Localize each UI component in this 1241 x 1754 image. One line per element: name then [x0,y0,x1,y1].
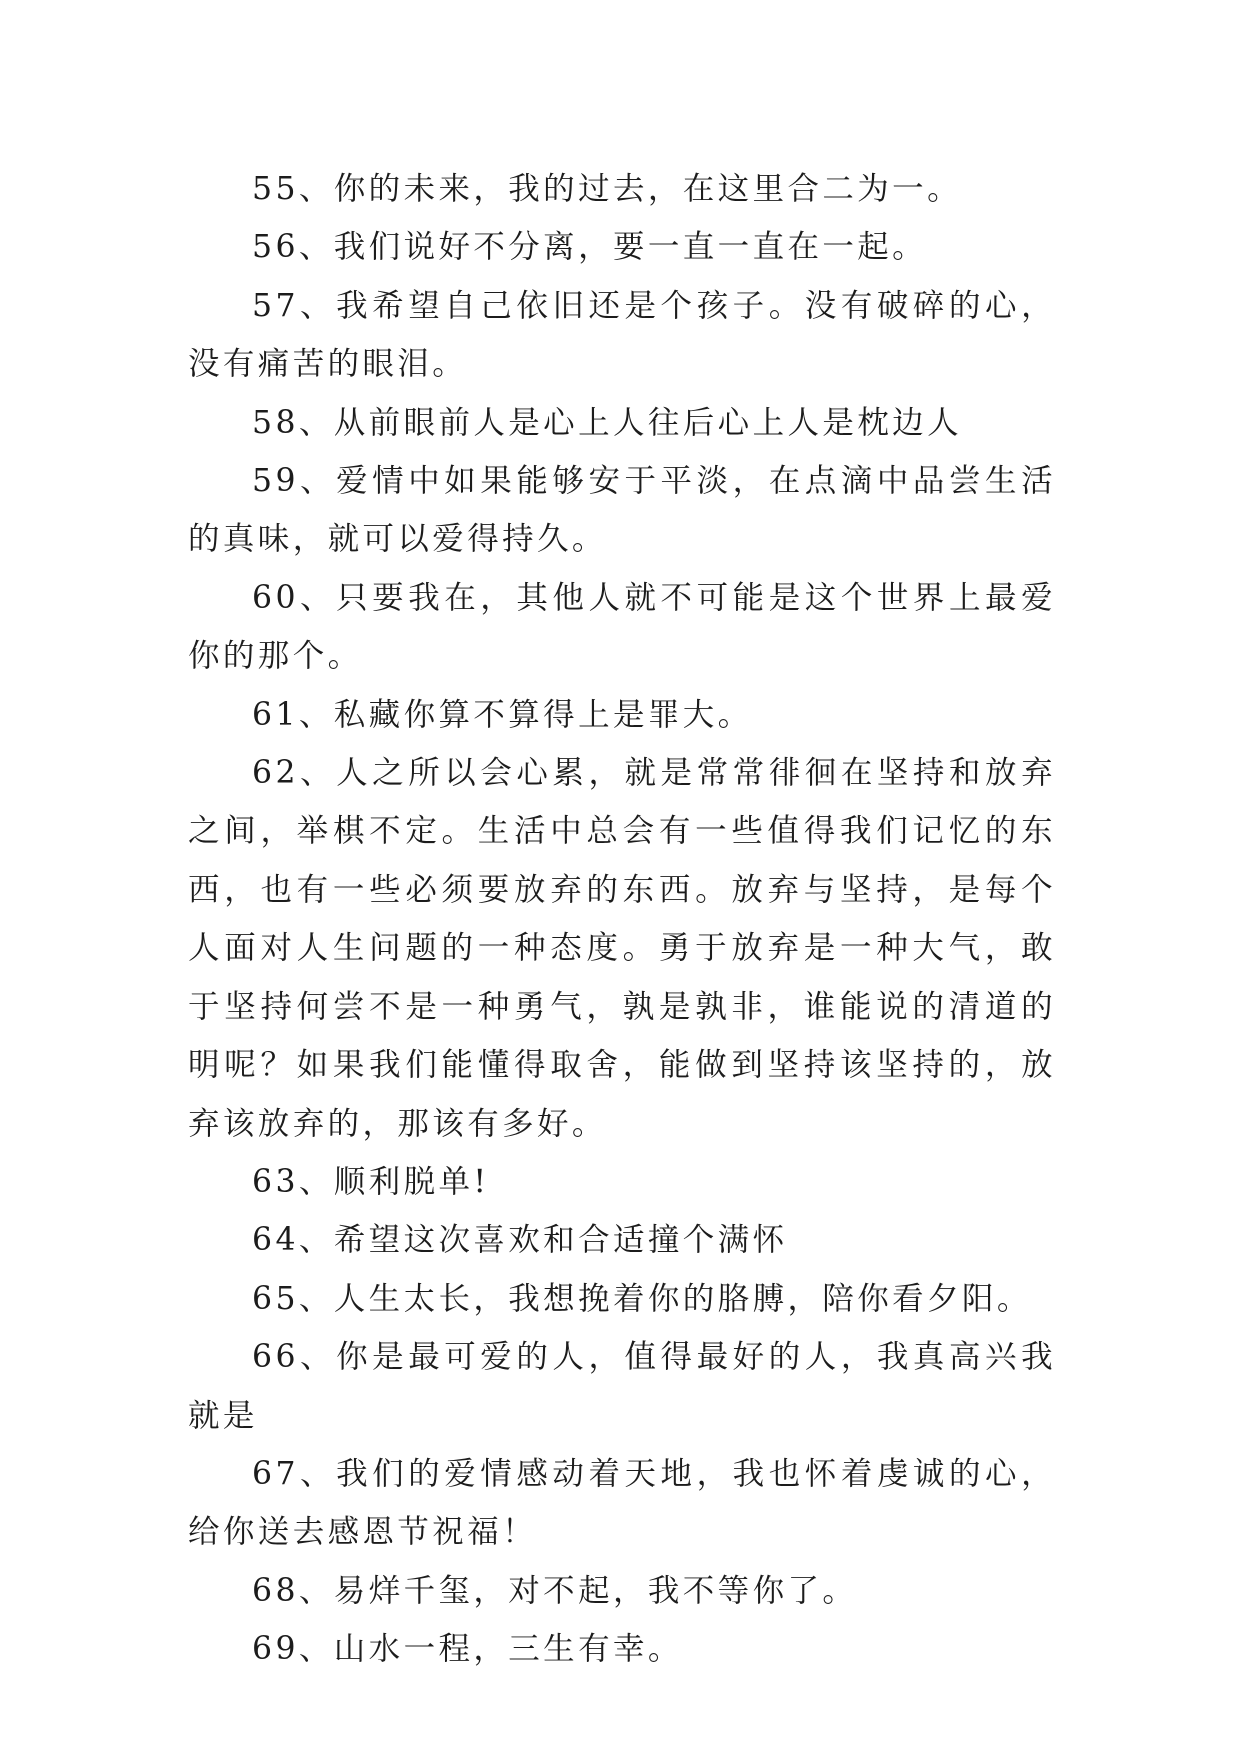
paragraph-64: 64、希望这次喜欢和合适撞个满怀 [252,1222,788,1259]
paragraph-67: 67、我们的爱情感动着天地，我也怀着虔诚的心，给你送去感恩节祝福！ [188,1455,1056,1551]
paragraph-61: 61、私藏你算不算得上是罪大。 [252,696,753,733]
paragraph-66: 66、你是最可爱的人，值得最好的人，我真高兴我就是 [188,1339,1056,1434]
paragraph-58: 58、从前眼前人是心上人往后心上人是枕边人 [252,404,962,441]
paragraph-59: 59、爱情中如果能够安于平淡，在点滴中品尝生活的真味，就可以爱得持久。 [188,463,1056,558]
paragraph-65: 65、人生太长，我想挽着你的胳膊，陪你看夕阳。 [252,1280,1032,1317]
paragraph-62: 62、人之所以会心累，就是常常徘徊在坚持和放弃之间，举棋不定。生活中总会有一些值得我们记忆的东西，也有一些必须要放弃的东西。放弃与坚持，是每个人面对人生问题的一种态度。勇于放弃是一种大气，敢于坚持何尝不是一种勇气，孰是孰非，谁能说的清道的明呢？如果我们能懂得取舍，能做到坚持该坚持的，放弃该放弃的，那该有多好。 [188,755,1056,1142]
paragraph-60: 60、只要我在，其他人就不可能是这个世界上最爱你的那个。 [188,579,1056,675]
paragraph-55: 55、你的未来，我的过去，在这里合二为一。 [252,171,962,207]
document-body [188,160,1056,1679]
paragraph-63: 63、顺利脱单! [252,1163,490,1200]
paragraph-56: 56、我们说好不分离，要一直一直在一起。 [252,229,928,266]
paragraph-69: 69、山水一程，三生有幸。 [252,1631,683,1668]
paragraph-68: 68、易烊千玺，对不起，我不等你了。 [252,1572,858,1609]
paragraph-57: 57、我希望自己依旧还是个孩子。没有破碎的心，没有痛苦的眼泪。 [188,287,1056,383]
